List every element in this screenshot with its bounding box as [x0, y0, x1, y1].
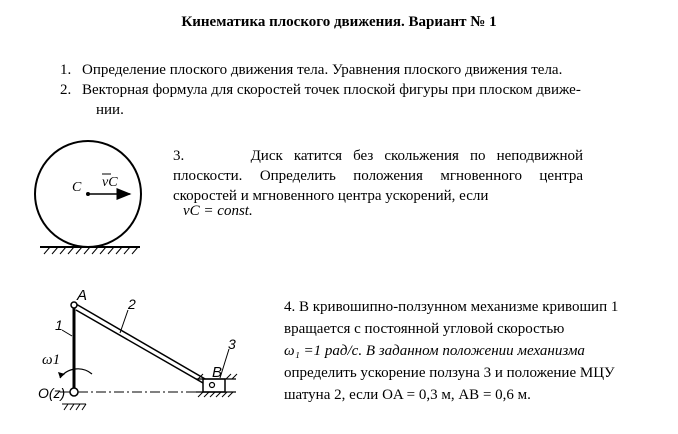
velocity-label: vC	[102, 175, 118, 190]
problem-3-number: 3.	[173, 148, 185, 164]
pivot-hatching	[62, 404, 86, 410]
label-o: O(z)	[38, 385, 66, 401]
label-2: 2	[128, 296, 136, 312]
page-title: Кинематика плоского движения. Вариант № 1	[181, 14, 497, 30]
label-a: A	[77, 287, 88, 304]
pivot-o	[70, 388, 78, 396]
label-b: B	[212, 364, 223, 381]
joint-b	[210, 383, 215, 388]
problem-4-line-3: ω₁ =1 рад/с. В заданном положении механизма	[284, 343, 585, 359]
problem-4-line-1: 4. В кривошипно-ползунном механизме кривошип 1	[284, 299, 619, 315]
problem-4-line-5: шатуна 2, если OA = 0,3 м, AB = 0,6 м.	[284, 387, 531, 403]
problem-3-line-1: 3. Диск катится без скольжения по неподвижной	[173, 148, 584, 164]
problem-3-line-2: плоскости. Определить положения мгновенного центра	[173, 168, 583, 184]
label-3: 3	[228, 336, 236, 352]
problem-3-line-3: скоростей и мгновенного центра ускорений, если	[173, 188, 489, 204]
omega-arc	[60, 369, 92, 378]
problem-4-line-4: определить ускорение ползуна 3 и положение МЦУ	[284, 365, 615, 381]
question-text: Определение плоского движения тела. Уравнения плоского движения тела.	[82, 62, 563, 78]
question-2-continuation: нии.	[96, 102, 124, 118]
leader-1	[62, 330, 72, 336]
problem-3-formula: vC = const.	[183, 203, 253, 219]
question-text: Векторная формула для скоростей точек плоской фигуры при плоском движе-	[82, 82, 581, 98]
problem-4-line-2: вращается с постоянной угловой скоростью	[284, 321, 565, 337]
label-1: 1	[55, 317, 63, 333]
leader-2	[120, 310, 128, 333]
disk-center-label: C	[72, 180, 82, 195]
connecting-rod-2-b	[76, 310, 210, 387]
question-number: 2.	[60, 82, 72, 98]
question-number: 1.	[60, 62, 72, 78]
connecting-rod-2-a	[76, 304, 212, 383]
label-omega: ω1	[42, 352, 61, 368]
omega-arrowhead	[58, 372, 65, 378]
